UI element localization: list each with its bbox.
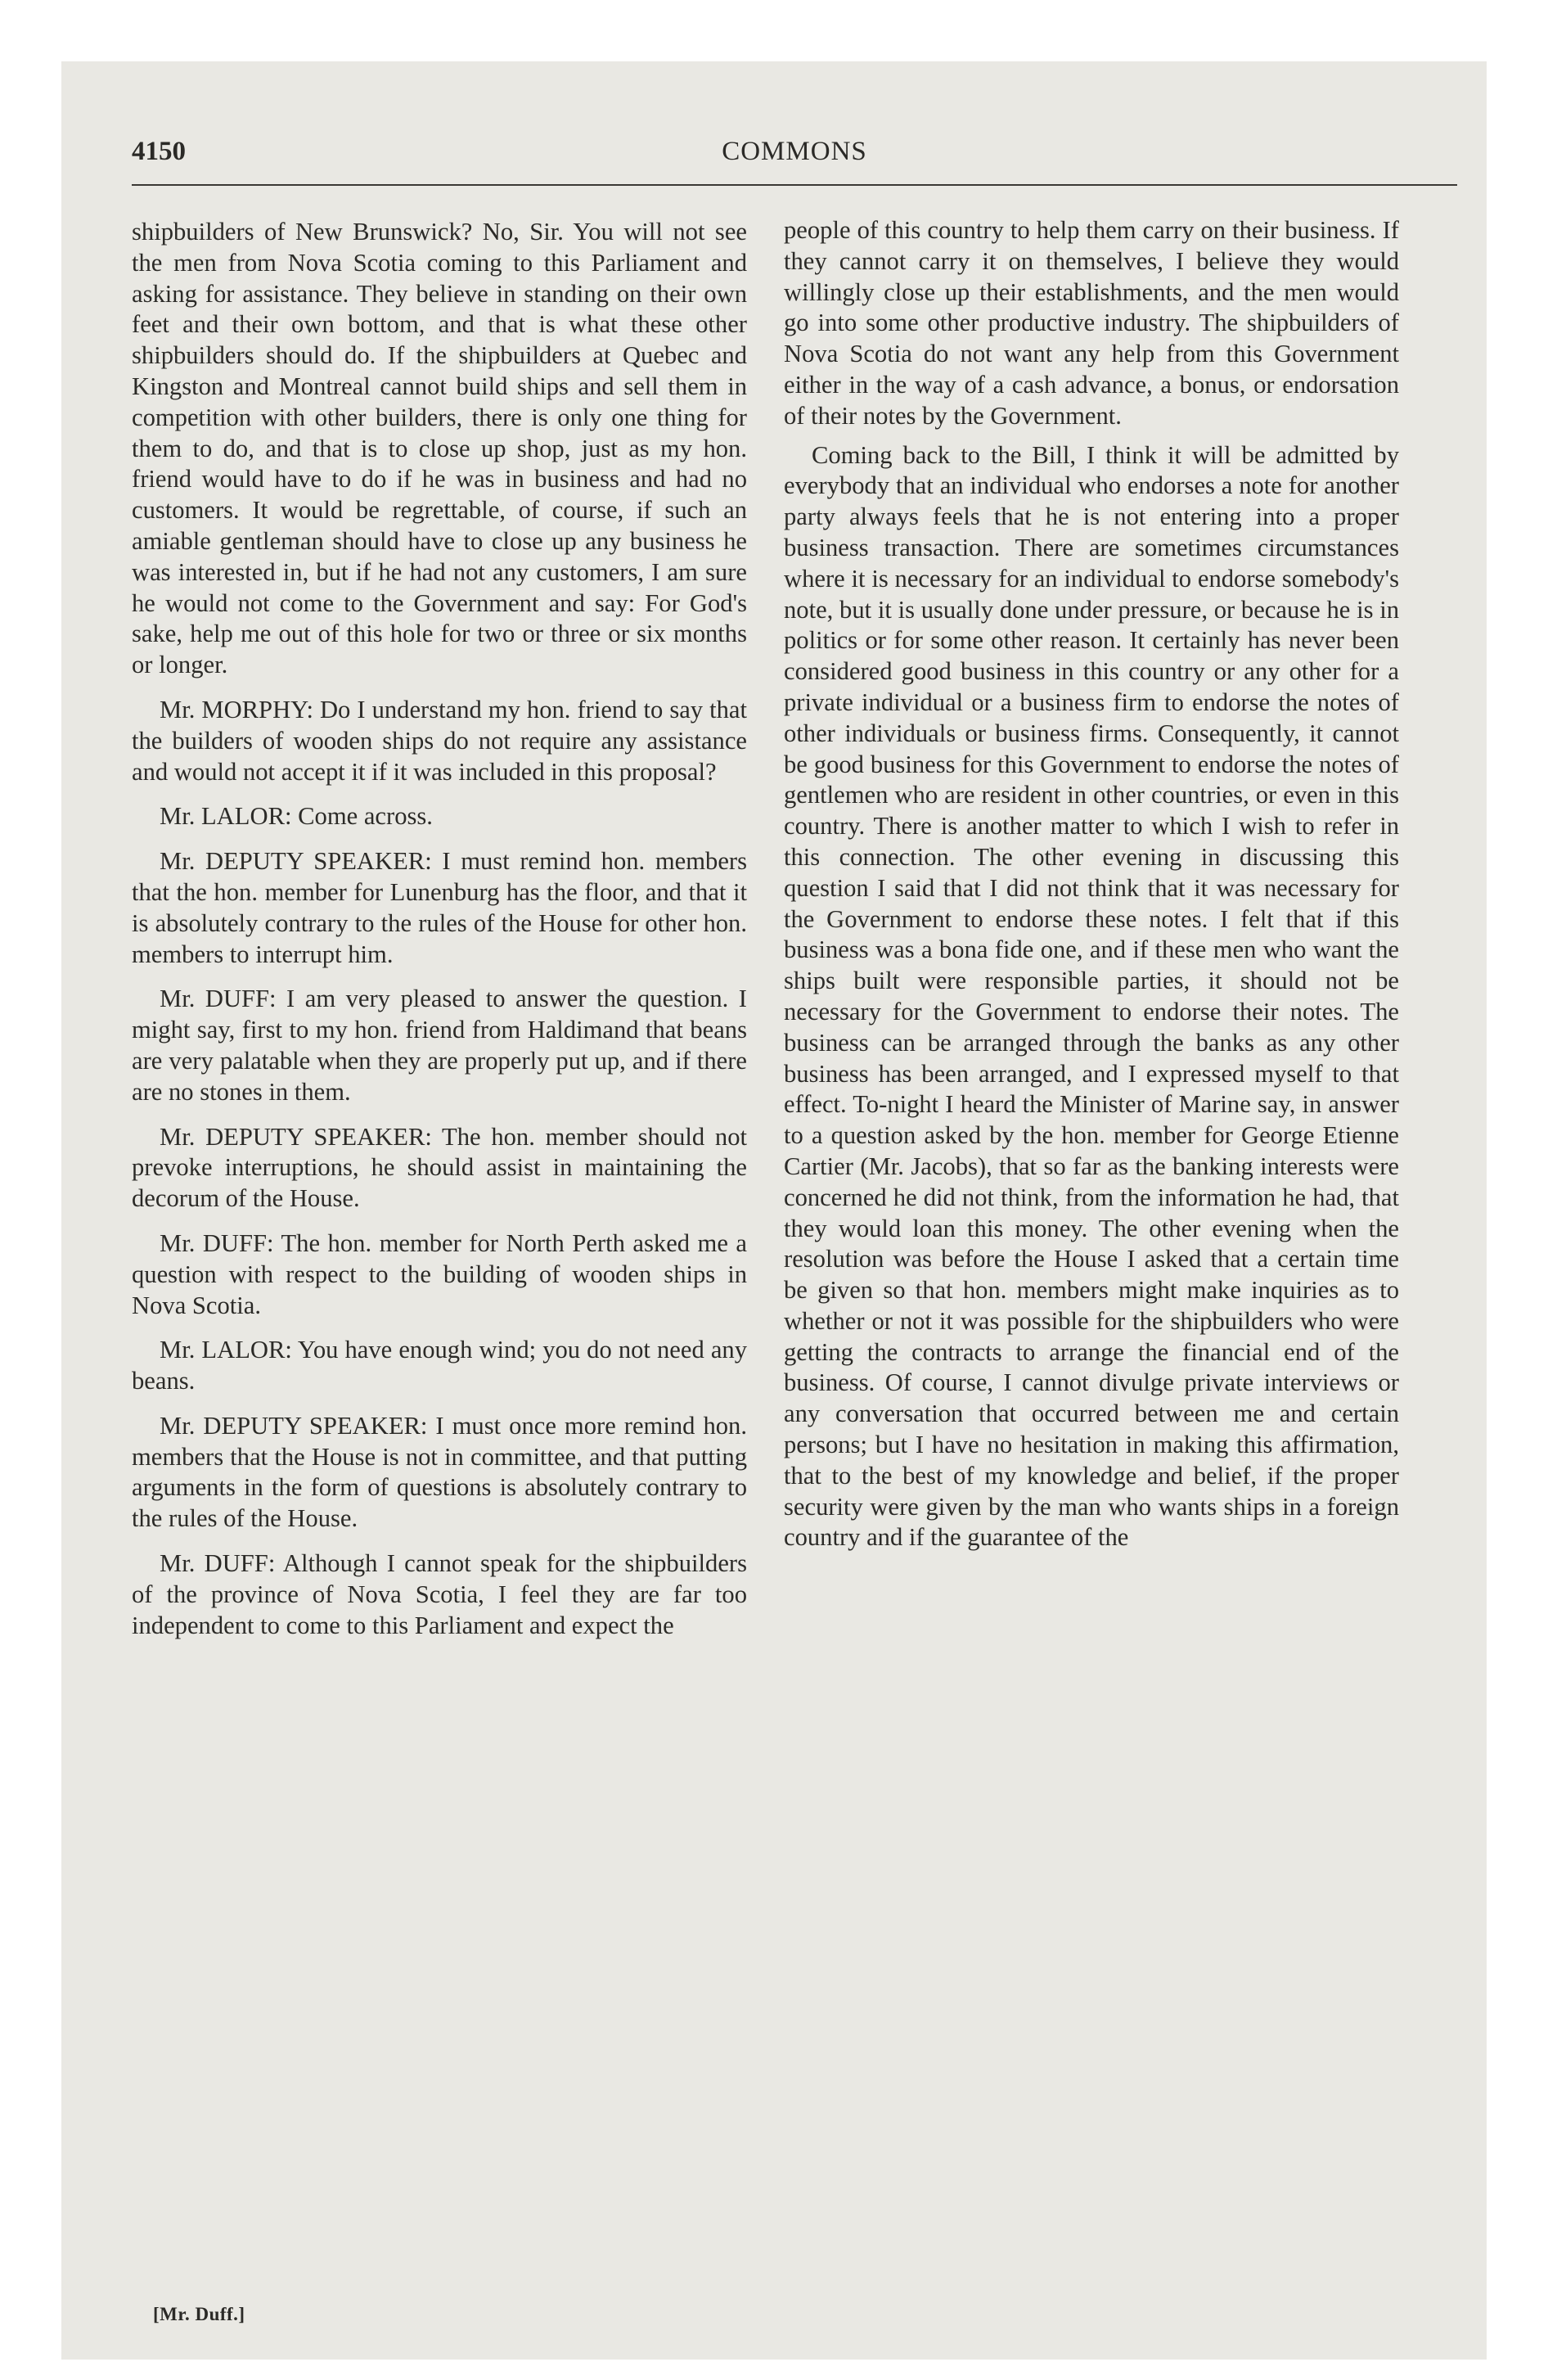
speech-paragraph: Mr. DUFF: I am very pleased to answer the question. I might say, first to my hon. friend from Haldimand that beans are very palatable when they are properly put up, and if there are no stones in them. [132,985,747,1106]
right-column [784,215,1399,1562]
speech-paragraph: Mr. DEPUTY SPEAKER: I must remind hon. members that the hon. member for Lunenburg has the floor, and that it is absolutely contrary to the rules of the House for other hon. members to interrupt him. [132,847,747,968]
page-header [132,137,1457,169]
page-number: 4150 [132,137,186,166]
speaker-tag: [Mr. Duff.] [153,2304,245,2324]
paragraph: Coming back to the Bill, I think it will be admitted by everybody that an individual who endorses a note for another party always feels that he is not entering into a proper business transaction. There are sometimes circumstances where it is necessary for an individual to endorse somebody's note, but it is usually done under pressure, or because he is in politics or for some other reason. It certainly has never been considered good business in this country or any other for a private individual or a business firm to endorse the notes of other individuals or business firms. Consequently, it cannot be good business for this Government to endorse the notes of gentlemen who are resident in other countries, or even in this country. There is another matter to which I wish to refer in this connection. The other evening in discussing this question I said that I did not think that it was necessary for the Government to endorse these notes. I felt that if this business was a bona fide one, and if these men who want the ships built were responsible parties, it should not be necessary for the Government to endorse their notes. The business can be arranged through the banks as any other business has been arranged, and I expressed myself to that effect. To-night I heard the Minister of Marine say, in answer to a question asked by the hon. member for George Etienne Cartier (Mr. Jacobs), that so far as the banking interests were concerned he did not think, from the information he had, that they would loan this money. The other evening when the resolution was before the House I asked that a certain time be given so that hon. members might make inquiries as to whether or not it was possible for the shipbuilders who were getting the contracts to arrange the financial end of the business. Of course, I cannot divulge private interviews or any conversation that occurred between me and certain persons; but I have no hesitation in making this affirmation, that to the best of my knowledge and belief, if the proper security were given by the man who wants ships in a foreign country and if the guarantee of the [784,440,1399,1552]
document-page [61,61,1487,2360]
paragraph: shipbuilders of New Brunswick? No, Sir. You will not see the men from Nova Scotia coming to this Parliament and asking for assistance. They believe in standing on their own feet and their own bottom, and that is what these other shipbuilders should do. If the shipbuilders at Quebec and Kingston and Montreal cannot build ships and sell them in competition with other builders, there is only one thing for them to do, and that is to close up shop, just as my hon. friend would have to do if he was in business and had no customers. It would be regrettable, of course, if such an amiable gentleman should have to close up any business he was interested in, but if he had not any customers, I am sure he would not come to the Government and say: For God's sake, help me out of this hole for two or three or six months or longer. [132,218,747,679]
speech-paragraph: Mr. DUFF: The hon. member for North Perth asked me a question with respect to the building of wooden ships in Nova Scotia. [132,1228,747,1319]
header-rule [132,184,1457,186]
speech-paragraph: Mr. DEPUTY SPEAKER: I must once more remind hon. members that the House is not in committee, and that putting arguments in the form of questions is absolutely contrary to the rules of the House. [132,1411,747,1533]
speech-paragraph: Mr. DUFF: Although I cannot speak for the shipbuilders of the province of Nova Scotia, I feel they are far too independent to come to this Parliament and expect the [132,1549,747,1639]
speech-paragraph: Mr. DEPUTY SPEAKER: The hon. member should not prevoke interruptions, he should assist in maintaining the decorum of the House. [132,1122,747,1213]
left-column [132,217,747,1649]
speech-paragraph: Mr. MORPHY: Do I understand my hon. friend to say that the builders of wooden ships do not require any assistance and would not accept it if it was included in this proposal? [132,695,747,786]
running-head: COMMONS [722,137,867,166]
speech-paragraph: Mr. LALOR: You have enough wind; you do not need any beans. [132,1336,747,1395]
speech-paragraph: Mr. LALOR: Come across. [160,802,433,831]
paragraph: people of this country to help them carry on their business. If they cannot carry it on themselves, I believe they would willingly close up their establishments, and the men would go into some other productive industry. The shipbuilders of Nova Scotia do not want any help from this Government either in the way of a cash advance, a bonus, or endorsation of their notes by the Government. [784,216,1399,430]
